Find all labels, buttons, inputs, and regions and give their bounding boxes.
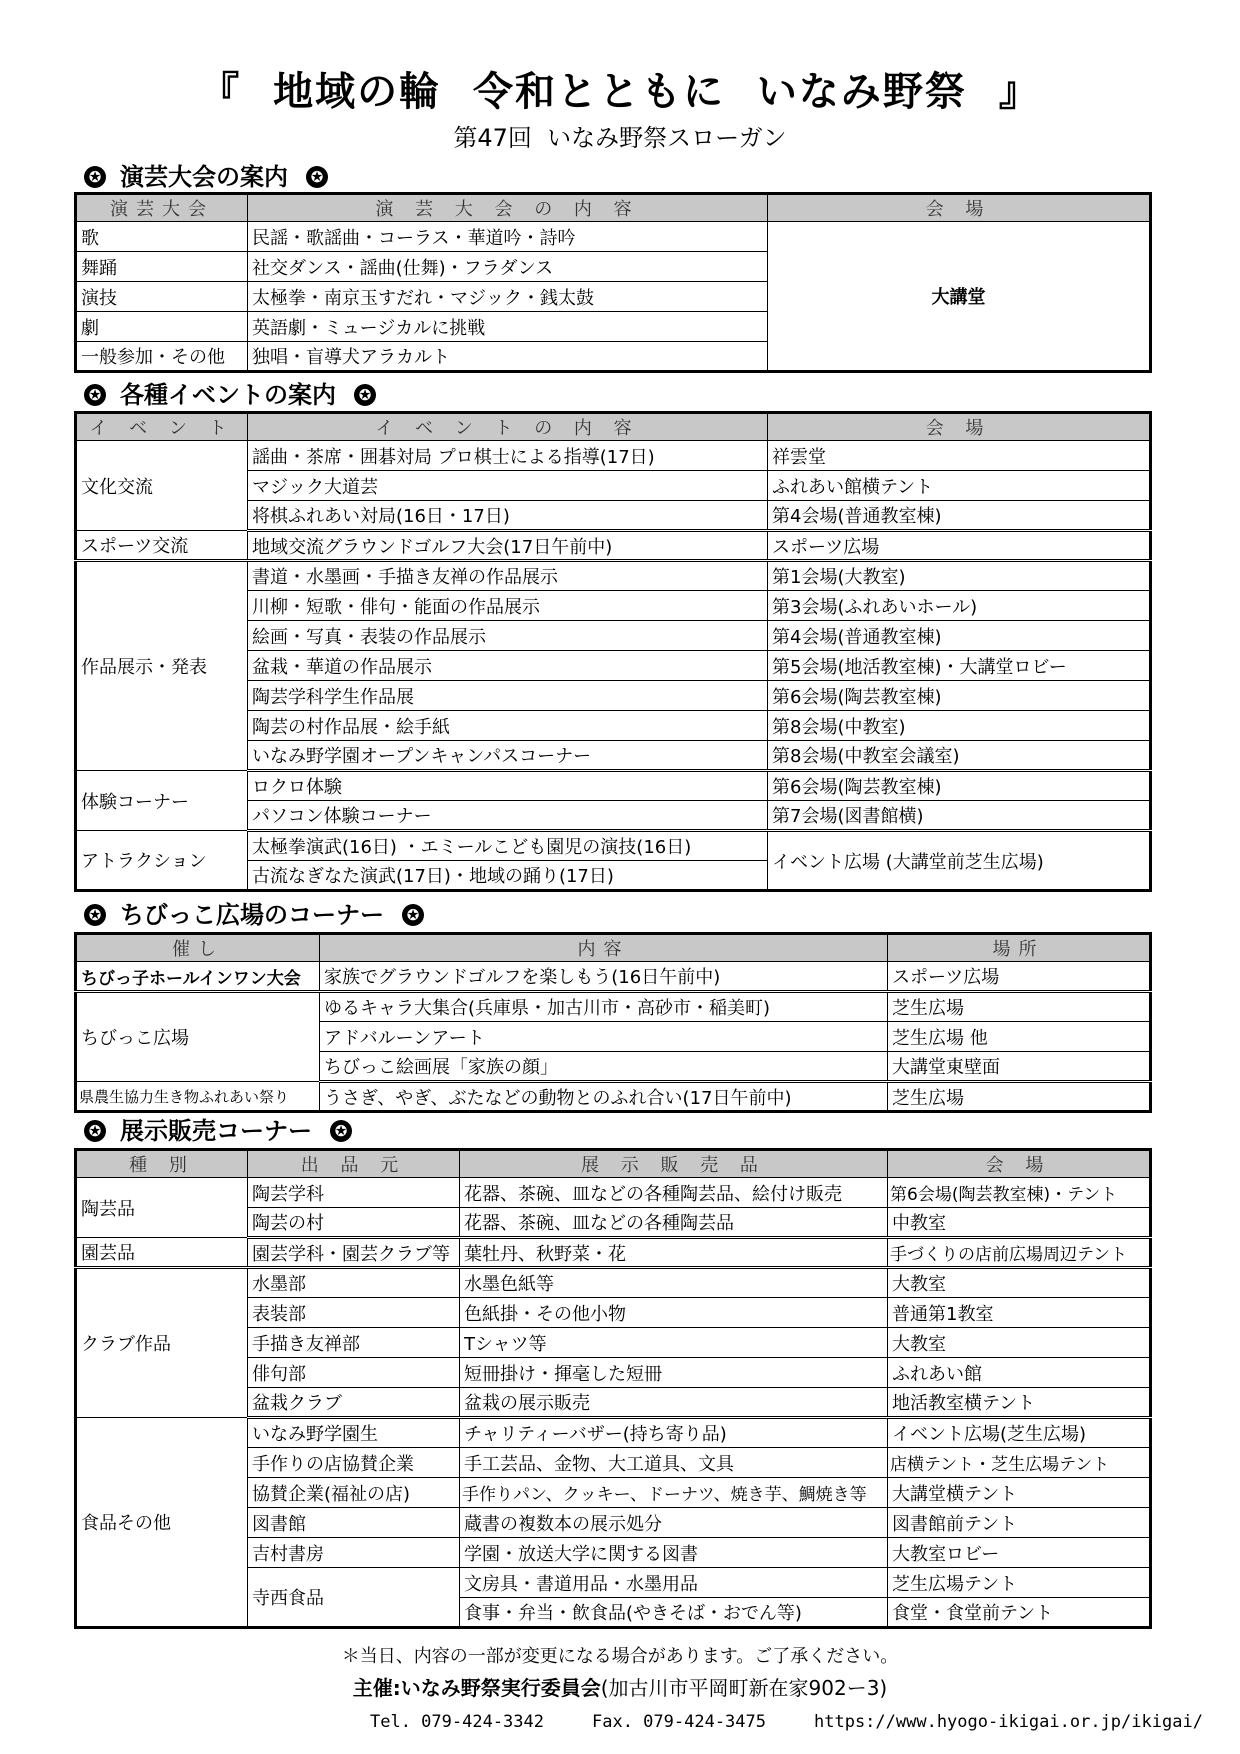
category-cell: ちびっ子ホールインワン大会 <box>76 962 320 992</box>
venue-cell: 第8会場(中教室) <box>768 711 1151 741</box>
category-cell: 歌 <box>76 222 248 252</box>
source-cell: 園芸学科・園芸クラブ等 <box>248 1238 460 1268</box>
table-row <box>76 962 1151 992</box>
section-heading-sales <box>84 1116 352 1146</box>
content-cell: マジック大道芸 <box>248 471 768 501</box>
content-cell: 盆栽・華道の作品展示 <box>248 651 768 681</box>
content-cell: パソコン体験コーナー <box>248 801 768 831</box>
source-cell: 表装部 <box>248 1298 460 1328</box>
table-row <box>76 1238 1151 1268</box>
star-icon: ✪ <box>402 904 424 926</box>
events-table <box>74 411 1152 892</box>
source-cell: 吉村書房 <box>248 1538 460 1568</box>
content-cell: ゆるキャラ大集合(兵庫県・加古川市・高砂市・稲美町) <box>320 992 888 1022</box>
item-cell: 花器、茶碗、皿などの各種陶芸品、絵付け販売 <box>460 1178 888 1208</box>
column-header: 内容 <box>320 934 888 962</box>
section-heading-label: 展示販売コーナー <box>120 1117 312 1145</box>
venue-cell: スポーツ広場 <box>768 531 1151 561</box>
venue-cell: 第1会場(大教室) <box>768 561 1151 591</box>
section-heading-label: ちびっこ広場のコーナー <box>120 901 384 929</box>
column-header: 演 芸 大 会 の 内 容 <box>248 194 768 222</box>
item-cell: 学園・放送大学に関する図書 <box>460 1538 888 1568</box>
venue-cell: 第7会場(図書館横) <box>768 801 1151 831</box>
content-cell: 独唱・盲導犬アラカルト <box>248 342 768 372</box>
venue-cell: 大講堂東壁面 <box>888 1052 1151 1082</box>
venue-cell: 普通第1教室 <box>888 1298 1151 1328</box>
table-row <box>76 1268 1151 1298</box>
content-cell: いなみ野学園オープンキャンパスコーナー <box>248 741 768 771</box>
column-header: 展 示 販 売 品 <box>460 1150 888 1178</box>
table-header-row <box>76 934 1151 962</box>
source-cell: 図書館 <box>248 1508 460 1538</box>
category-cell: 文化交流 <box>76 441 248 531</box>
column-header: イ ベ ン ト の 内 容 <box>248 413 768 441</box>
table-row <box>76 992 1151 1022</box>
venue-cell: 手づくりの店前広場周辺テント <box>888 1238 1151 1268</box>
source-cell: 水墨部 <box>248 1268 460 1298</box>
content-cell: 書道・水墨画・手描き友禅の作品展示 <box>248 561 768 591</box>
venue-cell: 大教室 <box>888 1328 1151 1358</box>
organizer <box>0 1672 1240 1701</box>
content-cell: 陶芸の村作品展・絵手紙 <box>248 711 768 741</box>
content-cell: ちびっこ絵画展「家族の顔」 <box>320 1052 888 1082</box>
content-cell: 謡曲・茶席・囲碁対局 プロ棋士による指導(17日) <box>248 441 768 471</box>
page-title: 『 地域の輪 令和とともに いなみ野祭 』 <box>199 69 1041 115</box>
venue-cell: 第6会場(陶芸教室棟)・テント <box>888 1178 1151 1208</box>
content-cell: 絵画・写真・表装の作品展示 <box>248 621 768 651</box>
source-cell: 陶芸学科 <box>248 1178 460 1208</box>
contact-line <box>370 1712 1203 1732</box>
venue-cell: 芝生広場 <box>888 1082 1151 1112</box>
category-cell: ちびっこ広場 <box>76 992 320 1082</box>
star-icon: ✪ <box>84 166 106 188</box>
star-icon: ✪ <box>84 1120 106 1142</box>
item-cell: 短冊掛け・揮毫した短冊 <box>460 1358 888 1388</box>
item-cell: チャリティーバザー(持ち寄り品) <box>460 1418 888 1448</box>
venue-cell: 大講堂 <box>768 222 1151 372</box>
content-cell: 太極拳・南京玉すだれ・マジック・銭太鼓 <box>248 282 768 312</box>
item-cell: 盆栽の展示販売 <box>460 1388 888 1418</box>
source-cell: 盆栽クラブ <box>248 1388 460 1418</box>
venue-cell: 店横テント・芝生広場テント <box>888 1448 1151 1478</box>
venue-cell: 中教室 <box>888 1208 1151 1238</box>
section-heading-chibikko <box>84 900 424 930</box>
category-cell: 劇 <box>76 312 248 342</box>
category-cell: 演技 <box>76 282 248 312</box>
section-heading-label: 演芸大会の案内 <box>120 163 288 191</box>
table-header-row <box>76 194 1151 222</box>
content-cell: 太極拳演武(16日) ・エミールこども園児の演技(16日) <box>248 831 768 861</box>
venue-cell: 食堂・食堂前テント <box>888 1598 1151 1628</box>
category-cell: 一般参加・その他 <box>76 342 248 372</box>
category-cell: 陶芸品 <box>76 1178 248 1238</box>
source-cell: 手作りの店協賛企業 <box>248 1448 460 1478</box>
table-row <box>76 771 1151 801</box>
venue-cell: 第8会場(中教室会議室) <box>768 741 1151 771</box>
venue-cell: 祥雲堂 <box>768 441 1151 471</box>
source-cell: 俳句部 <box>248 1358 460 1388</box>
change-notice: ＊当日、内容の一部が変更になる場合があります。ご了承ください。 <box>341 1646 899 1667</box>
fax-number: Fax. 079-424-3475 <box>592 1712 766 1732</box>
category-cell: 県農生協力生き物ふれあい祭り <box>76 1082 320 1112</box>
column-header: 出 品 元 <box>248 1150 460 1178</box>
content-cell: 地域交流グラウンドゴルフ大会(17日午前中) <box>248 531 768 561</box>
page-subtitle: 第47回 いなみ野祭スローガン <box>453 124 787 152</box>
venue-cell: 第3会場(ふれあいホール) <box>768 591 1151 621</box>
content-cell: 民謡・歌謡曲・コーラス・華道吟・詩吟 <box>248 222 768 252</box>
table-row <box>76 561 1151 591</box>
content-cell: 川柳・短歌・俳句・能面の作品展示 <box>248 591 768 621</box>
chibikko-table <box>74 932 1152 1113</box>
item-cell: Tシャツ等 <box>460 1328 888 1358</box>
column-header: イ ベ ン ト <box>76 413 248 441</box>
source-cell: 寺西食品 <box>248 1568 460 1628</box>
section-heading-engei <box>84 162 328 192</box>
star-icon: ✪ <box>354 384 376 406</box>
star-icon: ✪ <box>84 904 106 926</box>
content-cell: ロクロ体験 <box>248 771 768 801</box>
venue-cell: ふれあい館横テント <box>768 471 1151 501</box>
item-cell: 蔵書の複数本の展示処分 <box>460 1508 888 1538</box>
item-cell: 色紙掛・その他小物 <box>460 1298 888 1328</box>
table-header-row <box>76 1150 1151 1178</box>
category-cell: クラブ作品 <box>76 1268 248 1418</box>
venue-cell: 図書館前テント <box>888 1508 1151 1538</box>
venue-cell: 大教室ロビー <box>888 1538 1151 1568</box>
venue-cell: 芝生広場 <box>888 992 1151 1022</box>
venue-cell: 大教室 <box>888 1268 1151 1298</box>
venue-cell: 芝生広場 他 <box>888 1022 1151 1052</box>
content-cell: 陶芸学科学生作品展 <box>248 681 768 711</box>
item-cell: 食事・弁当・飲食品(やきそば・おでん等) <box>460 1598 888 1628</box>
content-cell: 将棋ふれあい対局(16日・17日) <box>248 501 768 531</box>
column-header: 会 場 <box>768 194 1151 222</box>
content-cell: アドバルーンアート <box>320 1022 888 1052</box>
table-header-row <box>76 413 1151 441</box>
content-cell: 古流なぎなた演武(17日)・地域の踊り(17日) <box>248 861 768 891</box>
tel-number: Tel. 079-424-3342 <box>370 1712 544 1732</box>
column-header: 種 別 <box>76 1150 248 1178</box>
source-cell: 手描き友禅部 <box>248 1328 460 1358</box>
column-header: 催し <box>76 934 320 962</box>
item-cell: 手工芸品、金物、大工道具、文具 <box>460 1448 888 1478</box>
venue-cell: 第6会場(陶芸教室棟) <box>768 681 1151 711</box>
section-heading-events <box>84 380 376 410</box>
category-cell: アトラクション <box>76 831 248 891</box>
organizer-label: 主催:いなみ野祭実行委員会 <box>352 1676 601 1700</box>
content-cell: 家族でグラウンドゴルフを楽しもう(16日午前中) <box>320 962 888 992</box>
table-row <box>76 1082 1151 1112</box>
column-header: 場所 <box>888 934 1151 962</box>
category-cell: 体験コーナー <box>76 771 248 831</box>
category-cell: 園芸品 <box>76 1238 248 1268</box>
source-cell: いなみ野学園生 <box>248 1418 460 1448</box>
category-cell: 作品展示・発表 <box>76 561 248 771</box>
venue-cell: 地活教室横テント <box>888 1388 1151 1418</box>
content-cell: うさぎ、やぎ、ぶたなどの動物とのふれ合い(17日午前中) <box>320 1082 888 1112</box>
section-heading-label: 各種イベントの案内 <box>120 381 336 409</box>
venue-cell: 大講堂横テント <box>888 1478 1151 1508</box>
category-cell: 舞踊 <box>76 252 248 282</box>
star-icon: ✪ <box>306 166 328 188</box>
item-cell: 花器、茶碗、皿などの各種陶芸品 <box>460 1208 888 1238</box>
venue-cell: 芝生広場テント <box>888 1568 1151 1598</box>
venue-cell: 第4会場(普通教室棟) <box>768 621 1151 651</box>
column-header: 会 場 <box>768 413 1151 441</box>
column-header: 会 場 <box>888 1150 1151 1178</box>
category-cell: スポーツ交流 <box>76 531 248 561</box>
column-header: 演芸大会 <box>76 194 248 222</box>
star-icon: ✪ <box>330 1120 352 1142</box>
venue-cell: 第5会場(地活教室棟)・大講堂ロビー <box>768 651 1151 681</box>
table-row <box>76 1178 1151 1208</box>
source-cell: 協賛企業(福祉の店) <box>248 1478 460 1508</box>
sales-table <box>74 1148 1152 1629</box>
organizer-address: (加古川市平岡町新在家902ー3) <box>600 1676 888 1700</box>
table-row <box>76 1418 1151 1448</box>
category-cell: 食品その他 <box>76 1418 248 1628</box>
venue-cell: 第6会場(陶芸教室棟) <box>768 771 1151 801</box>
content-cell: 社交ダンス・謡曲(仕舞)・フラダンス <box>248 252 768 282</box>
venue-cell: ふれあい館 <box>888 1358 1151 1388</box>
item-cell: 文房具・書道用品・水墨用品 <box>460 1568 888 1598</box>
venue-cell: イベント広場 (大講堂前芝生広場) <box>768 831 1151 891</box>
source-cell: 陶芸の村 <box>248 1208 460 1238</box>
table-row <box>76 831 1151 861</box>
item-cell: 葉牡丹、秋野菜・花 <box>460 1238 888 1268</box>
venue-cell: イベント広場(芝生広場) <box>888 1418 1151 1448</box>
content-cell: 英語劇・ミュージカルに挑戦 <box>248 312 768 342</box>
table-row <box>76 222 1151 252</box>
item-cell: 水墨色紙等 <box>460 1268 888 1298</box>
star-icon: ✪ <box>84 384 106 406</box>
engei-table <box>74 192 1152 373</box>
item-cell: 手作りパン、クッキー、ドーナツ、焼き芋、鯛焼き等 <box>460 1478 888 1508</box>
venue-cell: 第4会場(普通教室棟) <box>768 501 1151 531</box>
venue-cell: スポーツ広場 <box>888 962 1151 992</box>
table-row <box>76 441 1151 471</box>
table-row <box>76 531 1151 561</box>
website-link[interactable]: https://www.hyogo-ikigai.or.jp/ikigai/ <box>814 1712 1203 1732</box>
